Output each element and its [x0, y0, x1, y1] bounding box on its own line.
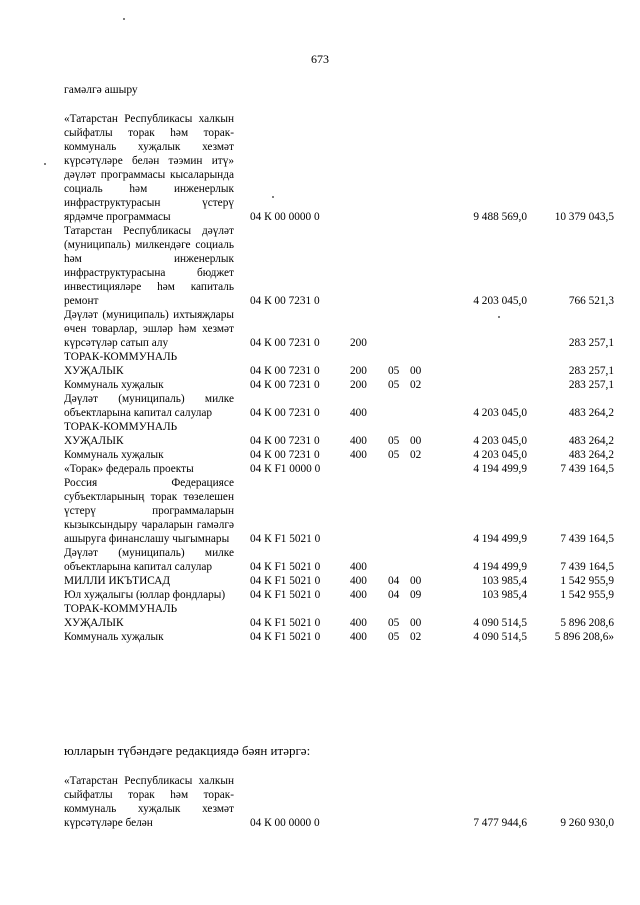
row-code: 04 К F1 0000 0: [250, 463, 321, 475]
row-amount-year2: 483 264,2: [568, 449, 614, 461]
row-section: [388, 546, 410, 574]
row-amount-year1: 4 203 045,0: [473, 435, 527, 447]
row-section: [388, 462, 410, 476]
row-subsection: [410, 308, 432, 350]
row-code: 04 К 00 7231 0: [250, 449, 320, 461]
row-code: 04 К F1 5021 0: [250, 575, 321, 587]
row-name: ТОРАК-КОММУНАЛЬ ХУҖАЛЫК: [64, 351, 178, 377]
row-expense-type: 400: [350, 617, 367, 629]
row-section: 04: [388, 589, 400, 601]
row-subsection: 00: [410, 365, 422, 377]
row-section: [388, 774, 410, 830]
table-row: [64, 602, 614, 630]
table-row: [64, 224, 614, 308]
row-amount-year2: 10 379 043,5: [554, 211, 614, 223]
table-row: [64, 546, 614, 574]
row-section: 05: [388, 365, 400, 377]
table-row: [64, 774, 614, 830]
row-amount-year1: 4 203 045,0: [473, 407, 527, 419]
row-subsection: [410, 224, 432, 308]
row-expense-type: 400: [350, 631, 367, 643]
row-subsection: 00: [410, 617, 422, 629]
row-code: 04 К 00 7231 0: [250, 407, 320, 419]
row-section: 05: [388, 435, 400, 447]
row-expense-type: 200: [350, 379, 367, 391]
row-subsection: 02: [410, 449, 422, 461]
row-expense-type: [350, 112, 388, 224]
row-name: Коммуналь хуҗалык: [64, 631, 164, 643]
row-code: 04 К F1 5021 0: [250, 617, 321, 629]
table-row: [64, 420, 614, 448]
page-number: 673: [311, 52, 329, 66]
row-amount-year1: [432, 308, 527, 350]
row-amount-year1: [432, 350, 527, 378]
row-expense-type: [350, 462, 388, 476]
row-amount-year1: [432, 378, 527, 392]
budget-table-old: [64, 112, 614, 644]
row-subsection: 09: [410, 589, 422, 601]
row-amount-year1: 4 090 514,5: [473, 617, 527, 629]
row-amount-year1: 4 203 045,0: [473, 295, 527, 307]
row-name: Дәүләт (муниципаль) милке объектларына капитал салулар: [64, 547, 234, 573]
row-amount-year2: 9 260 930,0: [560, 817, 614, 829]
table-row: [64, 462, 614, 476]
row-subsection: [410, 112, 432, 224]
row-amount-year2: 1 542 955,9: [560, 589, 614, 601]
row-section: 05: [388, 631, 400, 643]
row-subsection: [410, 392, 432, 420]
row-subsection: 00: [410, 575, 422, 587]
table-row: [64, 112, 614, 224]
row-amount-year1: 4 203 045,0: [473, 449, 527, 461]
row-expense-type: 400: [350, 561, 367, 573]
row-subsection: 02: [410, 631, 422, 643]
row-section: [388, 308, 410, 350]
row-code: 04 К 00 7231 0: [250, 435, 320, 447]
row-amount-year2: 483 264,2: [568, 435, 614, 447]
scan-speck: [498, 316, 500, 318]
row-subsection: [410, 476, 432, 546]
table-row: [64, 392, 614, 420]
row-code: 04 К F1 5021 0: [250, 631, 321, 643]
row-name: Татарстан Республикасы дәүләт (муниципаль) милкендәге социаль һәм инженерлык инфраструктурасына бюджет инвестицияләре һәм капиталь ремонт: [64, 225, 234, 307]
row-code: 04 К F1 5021 0: [250, 589, 321, 601]
closing-line: юлларын түбәндәге редакциядә бәян итәргә:: [64, 743, 311, 758]
row-section: 05: [388, 379, 400, 391]
row-expense-type: [350, 774, 388, 830]
row-amount-year2: 766 521,3: [568, 295, 614, 307]
row-name: Коммуналь хуҗалык: [64, 449, 164, 461]
row-amount-year2: 283 257,1: [568, 337, 614, 349]
row-expense-type: 400: [350, 589, 367, 601]
row-code: 04 К F1 5021 0: [250, 561, 321, 573]
row-expense-type: 400: [350, 449, 367, 461]
row-amount-year2: 7 439 164,5: [560, 561, 614, 573]
table-row: [64, 476, 614, 546]
row-amount-year2: 483 264,2: [568, 407, 614, 419]
row-amount-year2: 283 257,1: [568, 365, 614, 377]
row-subsection: [410, 774, 432, 830]
row-subsection: 02: [410, 379, 422, 391]
table-row: [64, 350, 614, 378]
row-name: Дәүләт (муниципаль) милке объектларына капитал салулар: [64, 393, 234, 419]
table-row: [64, 574, 614, 588]
row-expense-type: 400: [350, 575, 367, 587]
row-subsection: [410, 546, 432, 574]
row-section: [388, 224, 410, 308]
row-amount-year1: 9 488 569,0: [473, 211, 527, 223]
row-name: ТОРАК-КОММУНАЛЬ ХУҖАЛЫК: [64, 421, 178, 447]
row-name: «Татарстан Республикасы халкын сыйфатлы торак һәм торак-коммуналь хуҗалык хезмәт күрсәтүләре белән: [64, 775, 234, 829]
row-expense-type: [350, 476, 388, 546]
row-amount-year2: 283 257,1: [568, 379, 614, 391]
row-code: 04 К 00 7231 0: [250, 379, 320, 391]
row-code: 04 К 00 0000 0: [250, 211, 320, 223]
row-expense-type: 400: [350, 435, 367, 447]
heading-line: гамәлгә ашыру: [64, 84, 138, 96]
row-section: [388, 392, 410, 420]
row-code: 04 К 00 7231 0: [250, 337, 320, 349]
row-expense-type: [350, 224, 388, 308]
row-name: Дәүләт (муниципаль) ихтыяҗлары өчен товарлар, эшләр һәм хезмәт күрсәтүләр сатып алу: [64, 309, 234, 349]
row-name: Россия Федерациясе субъектларының торак төзелешен үстерү программаларын кызыксындыру чараларын гамәлгә ашыруга финанслашу чыгымнары: [64, 477, 234, 545]
row-amount-year1: 4 090 514,5: [473, 631, 527, 643]
row-section: 05: [388, 449, 400, 461]
row-amount-year2: 7 439 164,5: [560, 463, 614, 475]
table-row: [64, 630, 614, 644]
scan-speck: [44, 163, 46, 165]
row-section: 05: [388, 617, 400, 629]
row-amount-year1: 4 194 499,9: [473, 533, 527, 545]
row-amount-year1: 4 194 499,9: [473, 561, 527, 573]
row-expense-type: 200: [350, 365, 367, 377]
table-row: [64, 378, 614, 392]
row-amount-year1: 4 194 499,9: [473, 463, 527, 475]
table-row: [64, 448, 614, 462]
row-name: Юл хуҗалыгы (юллар фондлары): [64, 589, 226, 601]
row-expense-type: 200: [350, 337, 367, 349]
row-code: 04 К 00 7231 0: [250, 295, 320, 307]
row-amount-year2: 1 542 955,9: [560, 575, 614, 587]
row-code: 04 К 00 0000 0: [250, 817, 320, 829]
row-name: «Татарстан Республикасы халкын сыйфатлы торак һәм торак-коммуналь хуҗалык хезмәт күрсәтүләре белән тәэмин итү» дәүләт программасы кысаларында социаль һәм инженерлык инфраструктурасын үстерү ярдәмче программасы: [64, 113, 234, 223]
row-code: 04 К 00 7231 0: [250, 365, 320, 377]
scan-speck: [272, 196, 274, 198]
budget-table-new: [64, 774, 614, 830]
row-name: МИЛЛИ ИКЪТИСАД: [64, 575, 171, 587]
row-subsection: 00: [410, 435, 422, 447]
row-amount-year2: 5 896 208,6»: [554, 631, 614, 643]
row-amount-year1: 103 985,4: [481, 575, 527, 587]
row-expense-type: 400: [350, 407, 367, 419]
row-amount-year2: 5 896 208,6: [560, 617, 614, 629]
scan-speck: [123, 18, 125, 20]
row-section: [388, 476, 410, 546]
row-section: [388, 112, 410, 224]
row-amount-year1: 103 985,4: [481, 589, 527, 601]
row-code: 04 К F1 5021 0: [250, 533, 321, 545]
table-row: [64, 308, 614, 350]
table-row: [64, 588, 614, 602]
row-subsection: [410, 462, 432, 476]
row-name: Коммуналь хуҗалык: [64, 379, 164, 391]
row-amount-year2: 7 439 164,5: [560, 533, 614, 545]
row-name: ТОРАК-КОММУНАЛЬ ХУҖАЛЫК: [64, 603, 178, 629]
row-name: «Торак» федераль проекты: [64, 463, 194, 475]
row-amount-year1: 7 477 944,6: [473, 817, 527, 829]
row-section: 04: [388, 575, 400, 587]
